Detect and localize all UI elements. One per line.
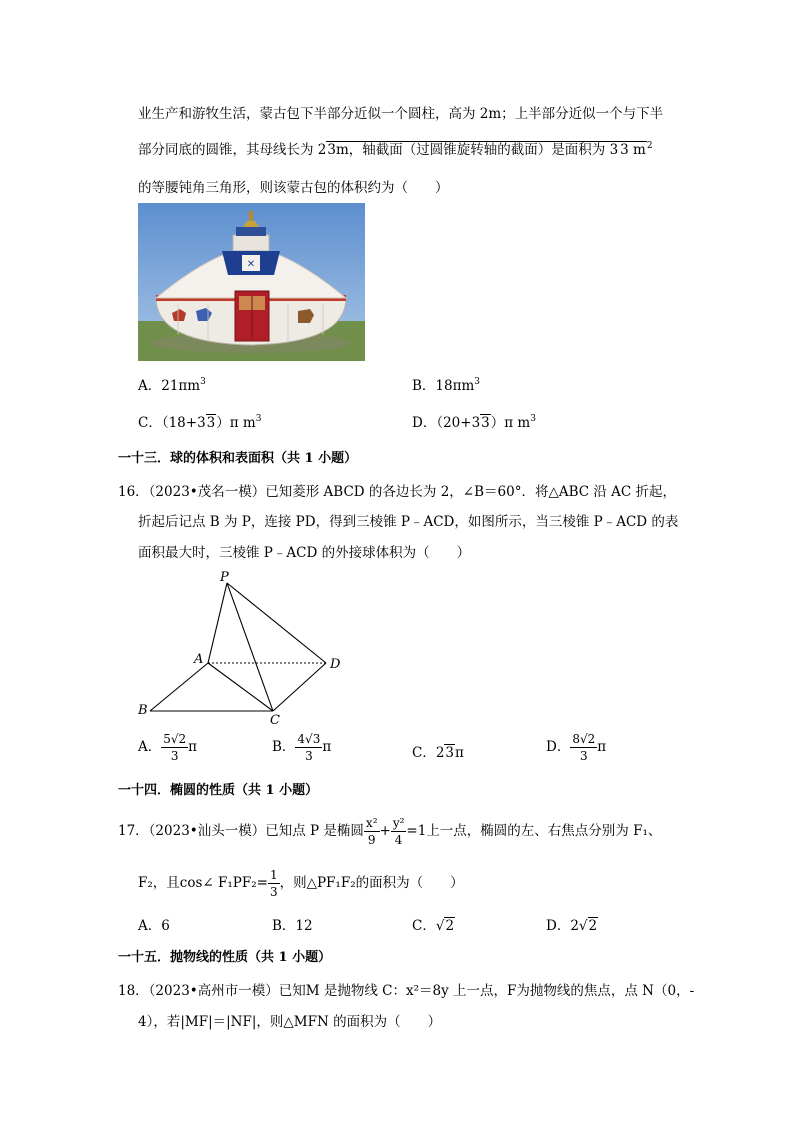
q18-line1: 18．（2023•高州市一模）已知M 是抛物线 C：x²＝8y 上一点，F为抛物线的焦点，点 N（0，- [118, 983, 695, 999]
q16-option-b-pi: π [322, 739, 332, 755]
q16-line2: 折起后记点 B 为 P，连接 PD，得到三棱锥 P﹣ACD，如图所示，当三棱锥 P﹣ACD 的表 [138, 514, 679, 530]
q16-option-a-pi: π [188, 739, 198, 755]
q16-line1: 16．（2023•茂名一模）已知菱形 ABCD 的各边长为 2，∠B＝60°．将△ABC 沿 AC 折起， [118, 484, 677, 500]
section-heading-15: 一十五．抛物线的性质（共 1 小题） [118, 950, 332, 965]
q17-f1n: x² [365, 816, 378, 830]
q17-cosn: 1 [269, 868, 278, 882]
q15-option-b-sup: 3 [474, 377, 481, 387]
q17-option-a[interactable]: A．6 [138, 918, 170, 934]
q16-option-a[interactable] [138, 733, 197, 762]
label-c: C [270, 713, 280, 725]
q15-line2-d: 2 [646, 141, 653, 151]
label-b: B [138, 703, 148, 718]
q15-option-a-text: A．21πm [138, 378, 201, 394]
q16-option-d[interactable] [546, 733, 606, 762]
q16-d-den: 3 [579, 749, 588, 763]
q17-post: 上一点，椭圆的左、右焦点分别为 F₁、 [426, 823, 662, 839]
q17-cos: cos∠ F₁PF₂= [179, 875, 268, 891]
q15-option-a[interactable] [138, 374, 206, 394]
q17-plus: + [379, 823, 391, 839]
q17-frac-x [364, 817, 380, 846]
label-p: P [220, 570, 229, 585]
q17-line2 [138, 869, 464, 898]
q17-pre: 17．（2023•汕头一模）已知点 P 是椭圆 [118, 823, 364, 839]
label-a: A [194, 652, 204, 667]
q15-option-c[interactable] [138, 411, 261, 431]
q16-option-c-label: C．2 [412, 745, 445, 761]
q15-option-d-sup: 3 [530, 414, 536, 424]
q17-f2n: y² [392, 816, 405, 830]
q17-line2b: ，则△PF₁F₂的面积为（ ） [279, 875, 464, 891]
q16-option-b-fraction [295, 733, 322, 762]
q17-cosd: 3 [269, 885, 278, 899]
section-heading-13: 一十三．球的体积和表面积（共 1 小题） [118, 451, 358, 466]
q15-option-d-root: 3 [481, 415, 490, 431]
q15-option-d-post: ）π m [490, 415, 531, 431]
q16-b-den: 3 [305, 749, 313, 763]
q15-line2-b: 3m，轴截面（过圆锥旋转轴的截面）是面积为 3 [327, 142, 619, 158]
q15-option-c-pre: C．（18+3 [138, 415, 206, 431]
q17-option-d-pre: D．2 [546, 918, 579, 934]
q17-line2a: F₂，且 [138, 875, 180, 891]
q15-option-d[interactable] [412, 411, 536, 431]
q15-option-c-sup: 3 [255, 414, 262, 424]
q17-option-b[interactable]: B．12 [272, 918, 313, 934]
q16-option-d-label: D． [546, 739, 571, 755]
yurt-photo [138, 203, 365, 361]
q15-line2 [138, 138, 653, 158]
q15-option-c-root: 3 [206, 415, 216, 431]
q15-option-d-pre: D．（20+3 [412, 415, 481, 431]
q17-option-d[interactable]: D．2√2 [546, 918, 598, 934]
q16-option-a-fraction [161, 733, 188, 762]
section-heading-14: 一十四．椭圆的性质（共 1 小题） [118, 783, 319, 798]
q16-option-c[interactable] [412, 741, 464, 761]
q16-option-d-fraction [570, 733, 597, 762]
q15-line2-c: 3 m [620, 142, 646, 158]
q16-option-b[interactable] [272, 733, 331, 762]
q17-f2d: 4 [394, 833, 403, 847]
q16-option-c-pi: π [455, 745, 464, 761]
q15-line1: 业生产和游牧生活，蒙古包下半部分近似一个圆柱，高为 2m；上半部分近似一个与下半 [138, 106, 664, 122]
q17-line1 [118, 817, 661, 846]
q17-option-c[interactable]: C．√2 [412, 918, 455, 934]
q17-option-c-root: 2 [445, 918, 455, 934]
q15-line3: 的等腰钝角三角形，则该蒙古包的体积约为（ ） [138, 180, 449, 196]
q15-line2-a: 部分同底的圆锥，其母线长为 2 [138, 142, 327, 158]
q17-option-c-pre: C． [412, 918, 436, 934]
q16-option-c-root: 3 [445, 745, 455, 761]
q15-option-b-text: B．18πm [412, 378, 475, 394]
q16-a-den: 3 [170, 749, 179, 763]
q15-option-b[interactable] [412, 374, 480, 394]
q17-frac-cos [268, 869, 280, 898]
q16-line3: 面积最大时，三棱锥 P﹣ACD 的外接球体积为（ ） [138, 545, 471, 561]
q16-a-num: 5√2 [163, 732, 187, 746]
tetrahedron-figure [130, 565, 360, 725]
q16-b-num: 4√3 [297, 732, 321, 746]
q17-f1d: 9 [367, 833, 376, 847]
q16-option-d-pi: π [597, 739, 607, 755]
q17-frac-y [391, 817, 407, 846]
q16-d-num: 8√2 [572, 732, 596, 746]
q18-line2: 4），若|MF|＝|NF|，则△MFN 的面积为（ ） [138, 1014, 442, 1030]
label-d: D [330, 657, 341, 672]
q17-option-d-root: 2 [588, 918, 598, 934]
q15-option-a-sup: 3 [200, 377, 206, 387]
q16-option-a-label: A． [138, 739, 162, 755]
q17-eq1: =1 [406, 823, 427, 839]
q16-option-b-label: B． [272, 739, 296, 755]
svg-text:✕: ✕ [246, 259, 256, 270]
q15-option-c-post: ）π m [216, 415, 256, 431]
